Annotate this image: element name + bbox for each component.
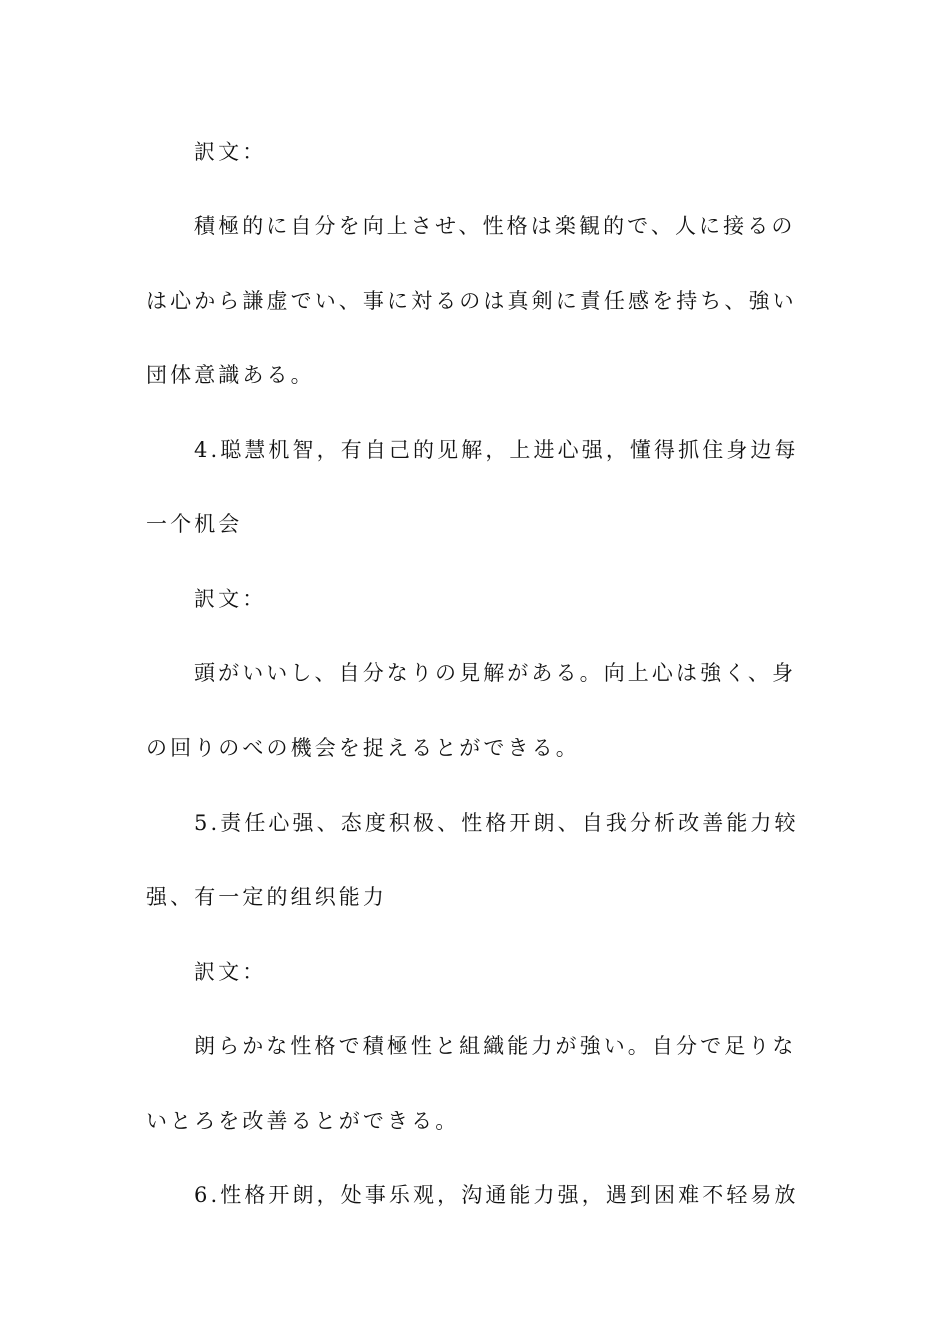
paragraph-line: いとろを改善るとができる。 <box>146 1109 460 1133</box>
paragraph-line: 頭がいいし、自分なりの見解がある。向上心は強く、身 <box>194 661 797 685</box>
paragraph-line: 団体意識ある。 <box>146 363 315 387</box>
paragraph-line: の回りのべの機会を捉えるとができる。 <box>146 736 580 760</box>
paragraph-line: 訳文： <box>194 587 267 611</box>
paragraph-line: 訳文： <box>194 140 267 164</box>
paragraph-line: 4.聪慧机智，有自己的见解，上进心强，懂得抓住身边每 <box>194 438 799 462</box>
paragraph-line: 朗らかな性格で積極性と組織能力が強い。自分で足りな <box>194 1034 797 1058</box>
paragraph-line: 5.责任心强、态度积极、性格开朗、自我分析改善能力较 <box>194 811 799 835</box>
paragraph-line: 積極的に自分を向上させ、性格は楽観的で、人に接るの <box>194 214 796 238</box>
paragraph-line: 6.性格开朗，处事乐观，沟通能力强，遇到困难不轻易放 <box>194 1183 799 1207</box>
paragraph-line: 一个机会 <box>146 512 243 536</box>
paragraph-line: 强、有一定的组织能力 <box>146 885 387 909</box>
paragraph-line: 訳文： <box>194 960 267 984</box>
paragraph-line: は心から謙虚でい、事に対るのは真剣に責任感を持ち、強い <box>146 289 797 313</box>
